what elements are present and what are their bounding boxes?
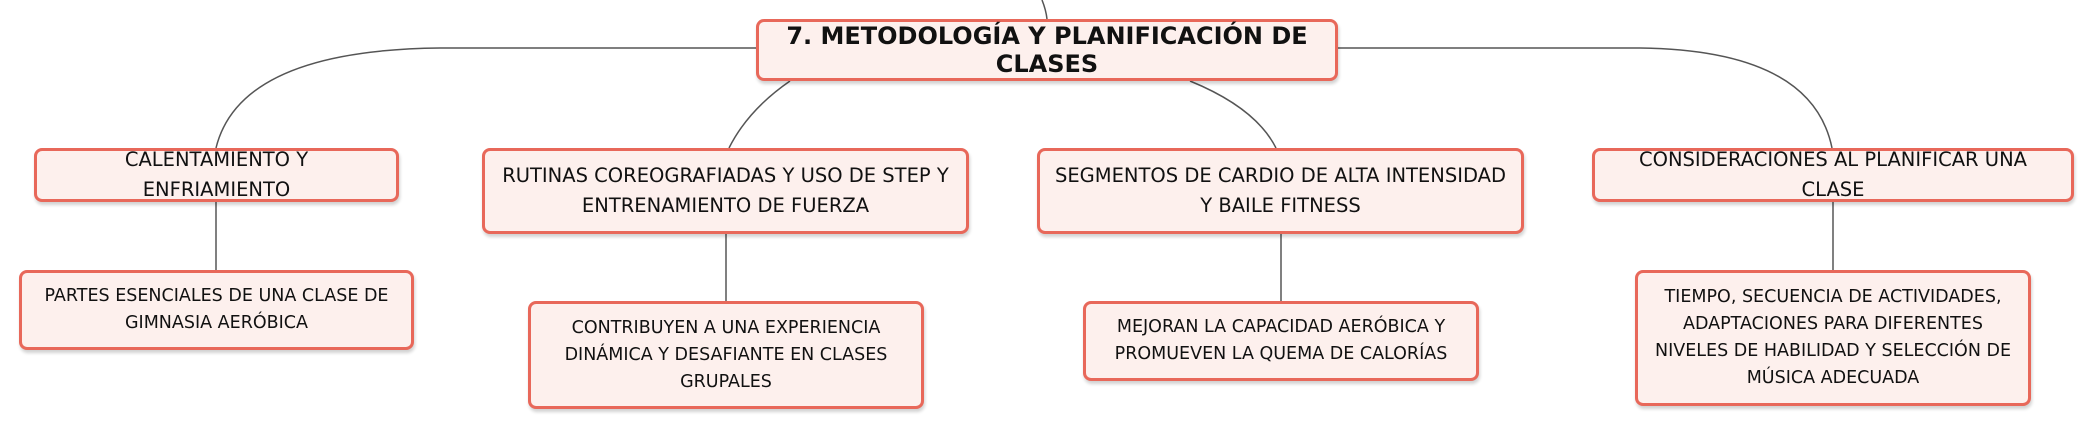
connector-root-topic-2: [729, 81, 790, 148]
subtopic-node-planificacion[interactable]: [1635, 270, 2031, 406]
subtopic-node-capacidad-aerobica[interactable]: [1083, 301, 1479, 381]
subtopic-label: TIEMPO, SECUENCIA DE ACTIVIDADES, ADAPTACIONES PARA DIFERENTES NIVELES DE HABILIDAD Y SELECCIÓN DE MÚSICA ADECUADA: [1654, 287, 2012, 388]
subtopic-node-experiencia-dinamica[interactable]: [528, 301, 924, 409]
topic-label: SEGMENTOS DE CARDIO DE ALTA INTENSIDAD Y BAILE FITNESS: [1054, 164, 1507, 217]
root-node[interactable]: [756, 19, 1338, 81]
topic-node-rutinas[interactable]: [482, 148, 969, 234]
subtopic-node-partes-esenciales[interactable]: [19, 270, 414, 350]
subtopic-label: PARTES ESENCIALES DE UNA CLASE DE GIMNASIA AERÓBICA: [44, 286, 389, 333]
subtopic-label: MEJORAN LA CAPACIDAD AERÓBICA Y PROMUEVEN LA QUEMA DE CALORÍAS: [1114, 317, 1448, 364]
connector-root-parent: [1042, 0, 1047, 19]
connector-root-topic-1: [216, 48, 756, 148]
topic-node-segmentos-cardio[interactable]: [1037, 148, 1524, 234]
connector-root-topic-4: [1338, 48, 1832, 148]
connector-root-topic-3: [1190, 81, 1276, 148]
root-label: 7. METODOLOGÍA Y PLANIFICACIÓN DE CLASES: [786, 22, 1308, 78]
topic-node-consideraciones[interactable]: [1592, 148, 2074, 202]
subtopic-label: CONTRIBUYEN A UNA EXPERIENCIA DINÁMICA Y DESAFIANTE EN CLASES GRUPALES: [564, 317, 888, 392]
topic-label: CALENTAMIENTO Y ENFRIAMIENTO: [124, 148, 309, 201]
topic-node-calentamiento[interactable]: [34, 148, 399, 202]
topic-label: RUTINAS COREOGRAFIADAS Y USO DE STEP Y ENTRENAMIENTO DE FUERZA: [502, 164, 949, 217]
topic-label: CONSIDERACIONES AL PLANIFICAR UNA CLASE: [1639, 148, 2027, 201]
